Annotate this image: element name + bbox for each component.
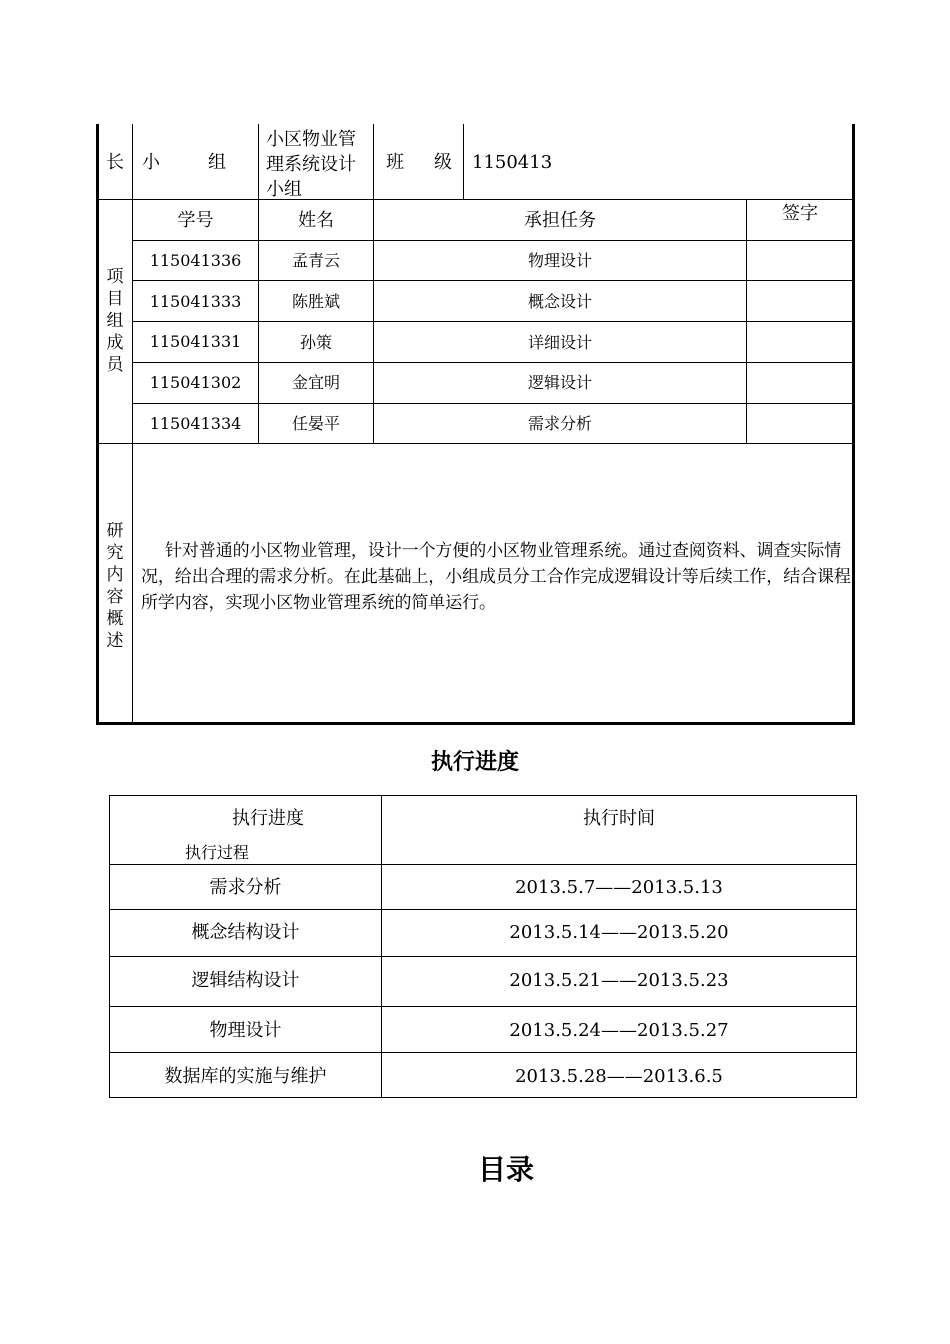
member-id: 115041302 — [149, 373, 242, 392]
stage-name: 物理设计 — [209, 1020, 282, 1041]
member-task: 物理设计 — [527, 251, 592, 270]
stage-period: 2013.5.14——2013.5.20 — [509, 922, 729, 943]
label-xiaozu-2: 组 — [208, 152, 226, 173]
stage-period: 2013.5.28——2013.6.5 — [515, 1066, 723, 1087]
member-id: 115041336 — [149, 251, 242, 270]
header-task: 承担任务 — [524, 210, 596, 231]
stage-period: 2013.5.7——2013.5.13 — [515, 877, 723, 898]
member-id: 115041333 — [149, 292, 242, 311]
member-id: 115041334 — [149, 414, 242, 433]
stage-name: 数据库的实施与维护 — [164, 1066, 327, 1087]
member-task: 详细设计 — [527, 333, 592, 352]
member-task: 逻辑设计 — [527, 373, 592, 392]
summary-label: 研究内容概述 — [106, 521, 124, 651]
schedule-heading: 执行进度 — [430, 749, 519, 775]
toc-heading: 目录 — [478, 1153, 535, 1186]
stage-period: 2013.5.21——2013.5.23 — [509, 970, 729, 991]
stage-period: 2013.5.24——2013.5.27 — [509, 1020, 729, 1041]
stage-name: 概念结构设计 — [191, 922, 300, 943]
group-name: 小区物业管理系统设计小组 — [266, 129, 356, 200]
member-task: 需求分析 — [527, 414, 592, 433]
member-name: 孟青云 — [291, 251, 340, 270]
label-ban: 班 — [386, 152, 404, 173]
member-id: 115041331 — [149, 332, 242, 351]
member-name: 孙策 — [299, 333, 332, 352]
stage-name: 逻辑结构设计 — [191, 970, 300, 991]
members-label: 项目组成员 — [106, 267, 124, 375]
summary-text: 针对普通的小区物业管理，设计一个方便的小区物业管理系统。通过查阅资料、调查实际情况，给出合理的需求分析。在此基础上，小组成员分工合作完成逻辑设计等后续工作，结合课程所学内容，实现小区物业管理系统的简单运行。 — [141, 541, 851, 613]
header-progress: 执行进度 — [232, 808, 304, 829]
header-sign: 签字 — [782, 203, 818, 224]
member-name: 任晏平 — [291, 414, 340, 433]
header-time: 执行时间 — [583, 808, 655, 829]
member-task: 概念设计 — [527, 292, 592, 311]
label-ji: 级 — [434, 152, 452, 173]
member-name: 金宜明 — [291, 373, 340, 392]
stage-name: 需求分析 — [209, 877, 282, 898]
label-chang: 长 — [106, 152, 124, 173]
member-name: 陈胜斌 — [291, 292, 340, 311]
header-id: 学号 — [177, 210, 214, 231]
label-xiaozu-1: 小 — [142, 152, 160, 173]
header-name: 姓名 — [298, 210, 334, 231]
header-process: 执行过程 — [185, 843, 250, 862]
class-value: 1150413 — [472, 152, 553, 173]
